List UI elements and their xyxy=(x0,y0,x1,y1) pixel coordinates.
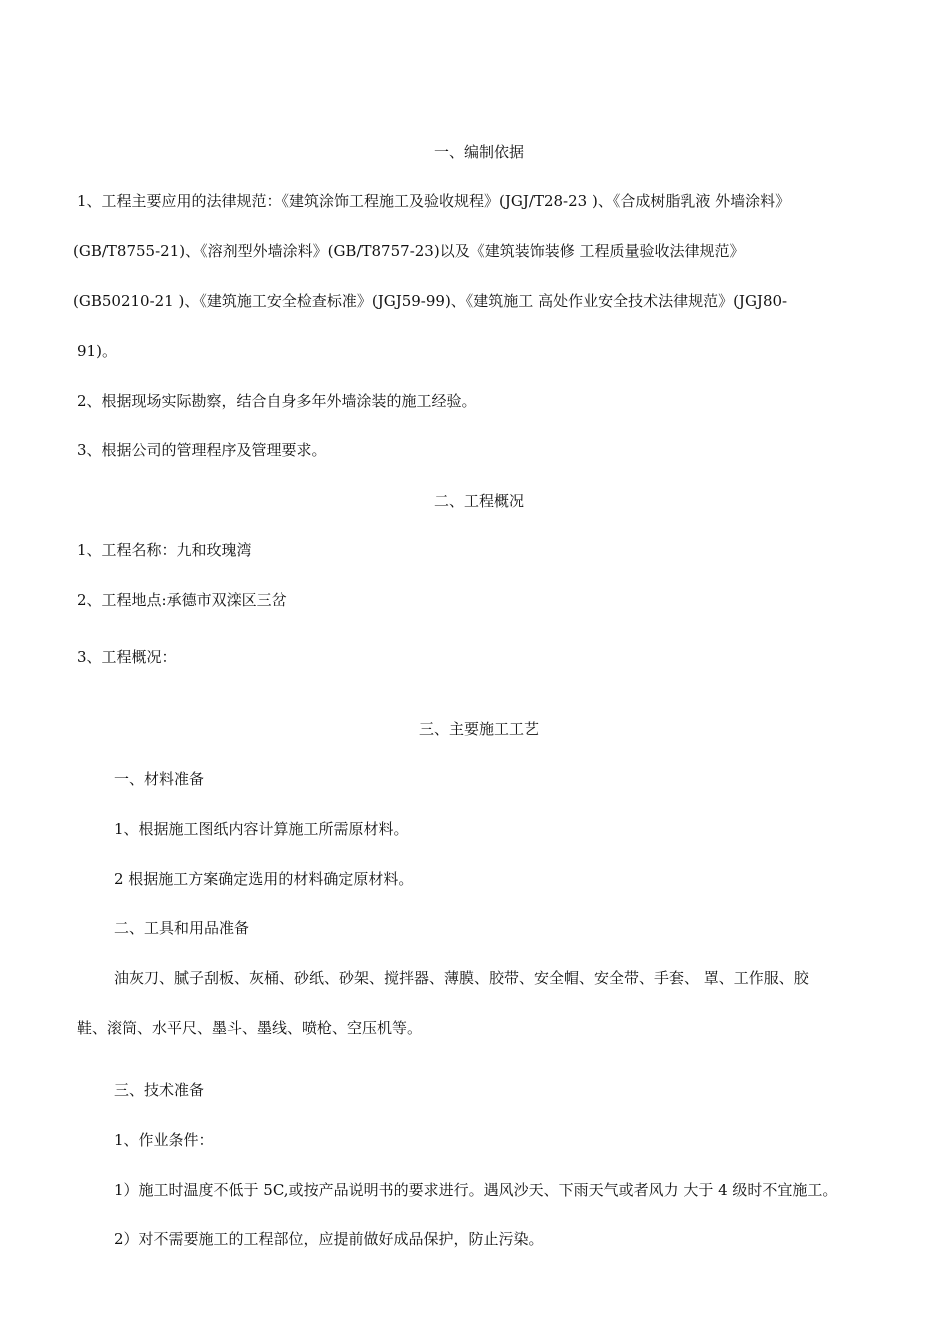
subheading-materials: 一、材料准备 xyxy=(114,770,205,788)
condition-item-1: 1）施工时温度不低于 5C,或按产品说明书的要求进行。遇风沙天、下雨天气或者风力 大于 4 级时不宜施工。 xyxy=(114,1181,838,1199)
basis-item-1-line-3: (GB50210-21 )、《建筑施工安全检查标准》(JGJ59-99)、《建筑施工 高处作业安全技术法律规范》(JGJ80- xyxy=(73,292,788,310)
basis-item-2: 2、根据现场实际勘察，结合自身多年外墙涂装的施工经验。 xyxy=(77,392,477,410)
project-location: 2、工程地点:承德市双滦区三岔 xyxy=(77,591,287,609)
materials-item-2: 2 根据施工方案确定选用的材料确定原材料。 xyxy=(114,870,414,888)
materials-item-1: 1、根据施工图纸内容计算施工所需原材料。 xyxy=(114,820,409,838)
project-summary: 3、工程概况： xyxy=(77,648,177,666)
basis-item-1-line-4: 91)。 xyxy=(77,342,117,360)
subheading-technical: 三、技术准备 xyxy=(114,1081,205,1099)
heading-main-process: 三、主要施工工艺 xyxy=(418,720,539,738)
basis-item-1-line-2: (GB/T8755-21)、《溶剂型外墙涂料》(GB/T8757-23)以及《建筑装饰装修 工程质量验收法律规范》 xyxy=(73,242,745,260)
condition-item-2: 2）对不需要施工的工程部位，应提前做好成品保护，防止污染。 xyxy=(114,1230,544,1248)
basis-item-1-line-1: 1、工程主要应用的法律规范：《建筑涂饰工程施工及验收规程》(JGJ/T28-23 )、《合成树脂乳液 外墙涂料》 xyxy=(77,192,791,210)
basis-item-3: 3、根据公司的管理程序及管理要求。 xyxy=(77,441,327,459)
tools-list-line-2: 鞋、滚筒、水平尺、墨斗、墨线、喷枪、空压机等。 xyxy=(77,1019,423,1037)
work-conditions: 1、作业条件： xyxy=(114,1131,214,1149)
subheading-tools: 二、工具和用品准备 xyxy=(114,919,250,937)
project-name: 1、工程名称：九和玫瑰湾 xyxy=(77,541,252,559)
heading-compile-basis: 一、编制依据 xyxy=(433,143,524,161)
tools-list-line-1: 油灰刀、腻子刮板、灰桶、砂纸、砂架、搅拌器、薄膜、胶带、安全帽、安全带、手套、 罩、工作服、胶 xyxy=(114,969,809,987)
heading-project-overview: 二、工程概况 xyxy=(433,492,524,510)
